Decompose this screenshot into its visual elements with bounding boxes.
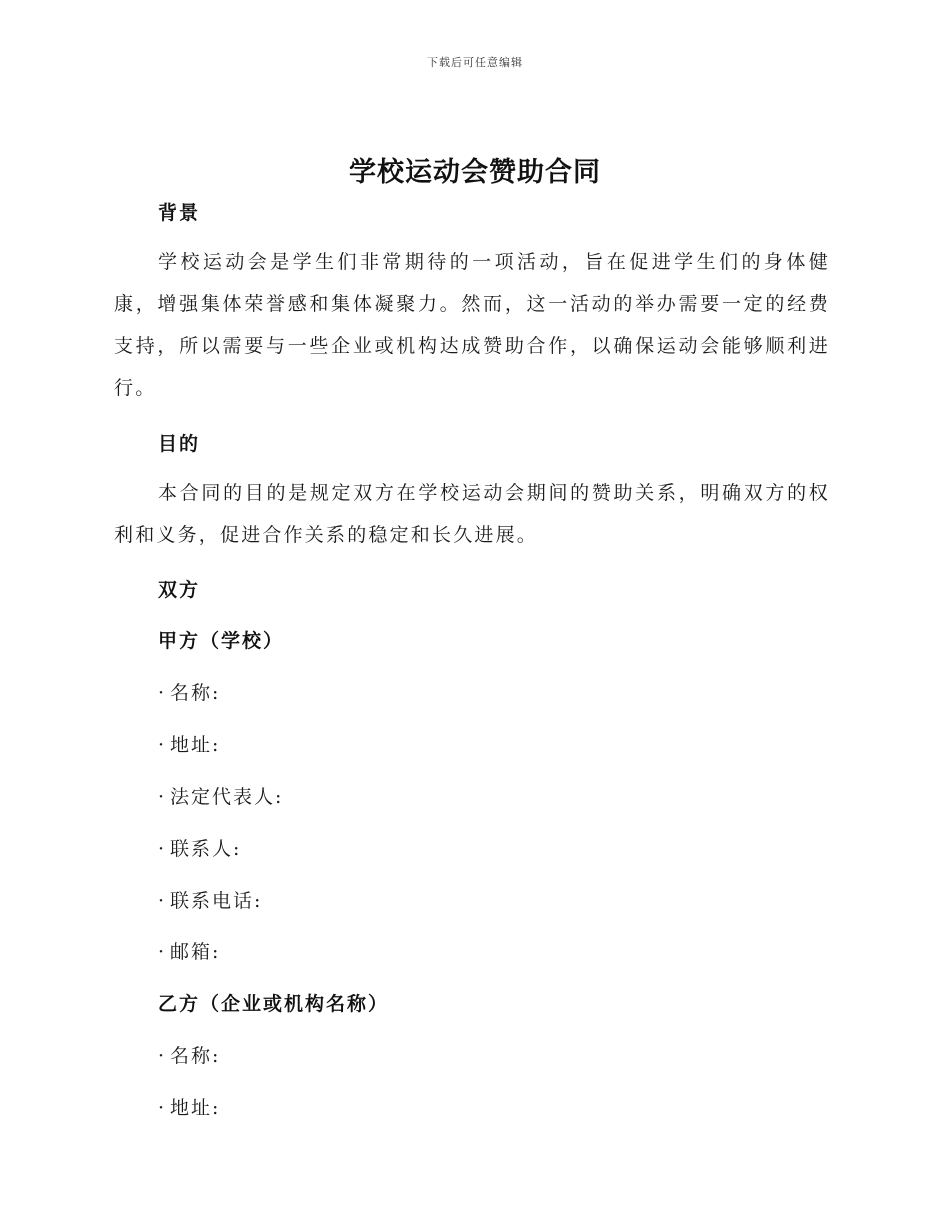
party-a-heading: 甲方（学校） [158, 630, 285, 652]
section-heading-parties: 双方 [158, 579, 201, 601]
bullet-icon: · [158, 1097, 167, 1119]
party-a-item: · 地址: [158, 734, 221, 756]
bullet-icon: · [158, 1045, 167, 1067]
party-a-item: · 联系人: [158, 838, 242, 860]
bullet-icon: · [158, 890, 167, 912]
bullet-icon: · [158, 786, 167, 808]
header-note: 下载后可任意编辑 [427, 56, 523, 69]
party-b-item: · 名称: [158, 1045, 221, 1067]
bullet-icon: · [158, 838, 167, 860]
bullet-icon: · [158, 941, 167, 963]
party-a-item: · 法定代表人: [158, 786, 284, 808]
document-title: 学校运动会赞助合同 [349, 157, 601, 188]
bullet-icon: · [158, 734, 167, 756]
paragraph-purpose: 本合同的目的是规定双方在学校运动会期间的赞助关系，明确双方的权利和义务，促进合作关系的稳定和长久进展。 [114, 482, 830, 546]
section-heading-background: 背景 [158, 202, 201, 224]
section-heading-purpose: 目的 [158, 433, 201, 455]
party-a-item: · 名称: [158, 682, 221, 704]
party-a-item: · 邮箱: [158, 941, 221, 963]
party-b-item: · 地址: [158, 1097, 221, 1119]
bullet-icon: · [158, 682, 167, 704]
paragraph-background: 学校运动会是学生们非常期待的一项活动，旨在促进学生们的身体健康，增强集体荣誉感和集体凝聚力。然而，这一活动的举办需要一定的经费支持，所以需要与一些企业或机构达成赞助合作，以确保运动会能够顺利进行。 [114, 251, 830, 399]
party-a-item: · 联系电话: [158, 890, 263, 912]
party-b-heading: 乙方（企业或机构名称） [158, 993, 390, 1015]
